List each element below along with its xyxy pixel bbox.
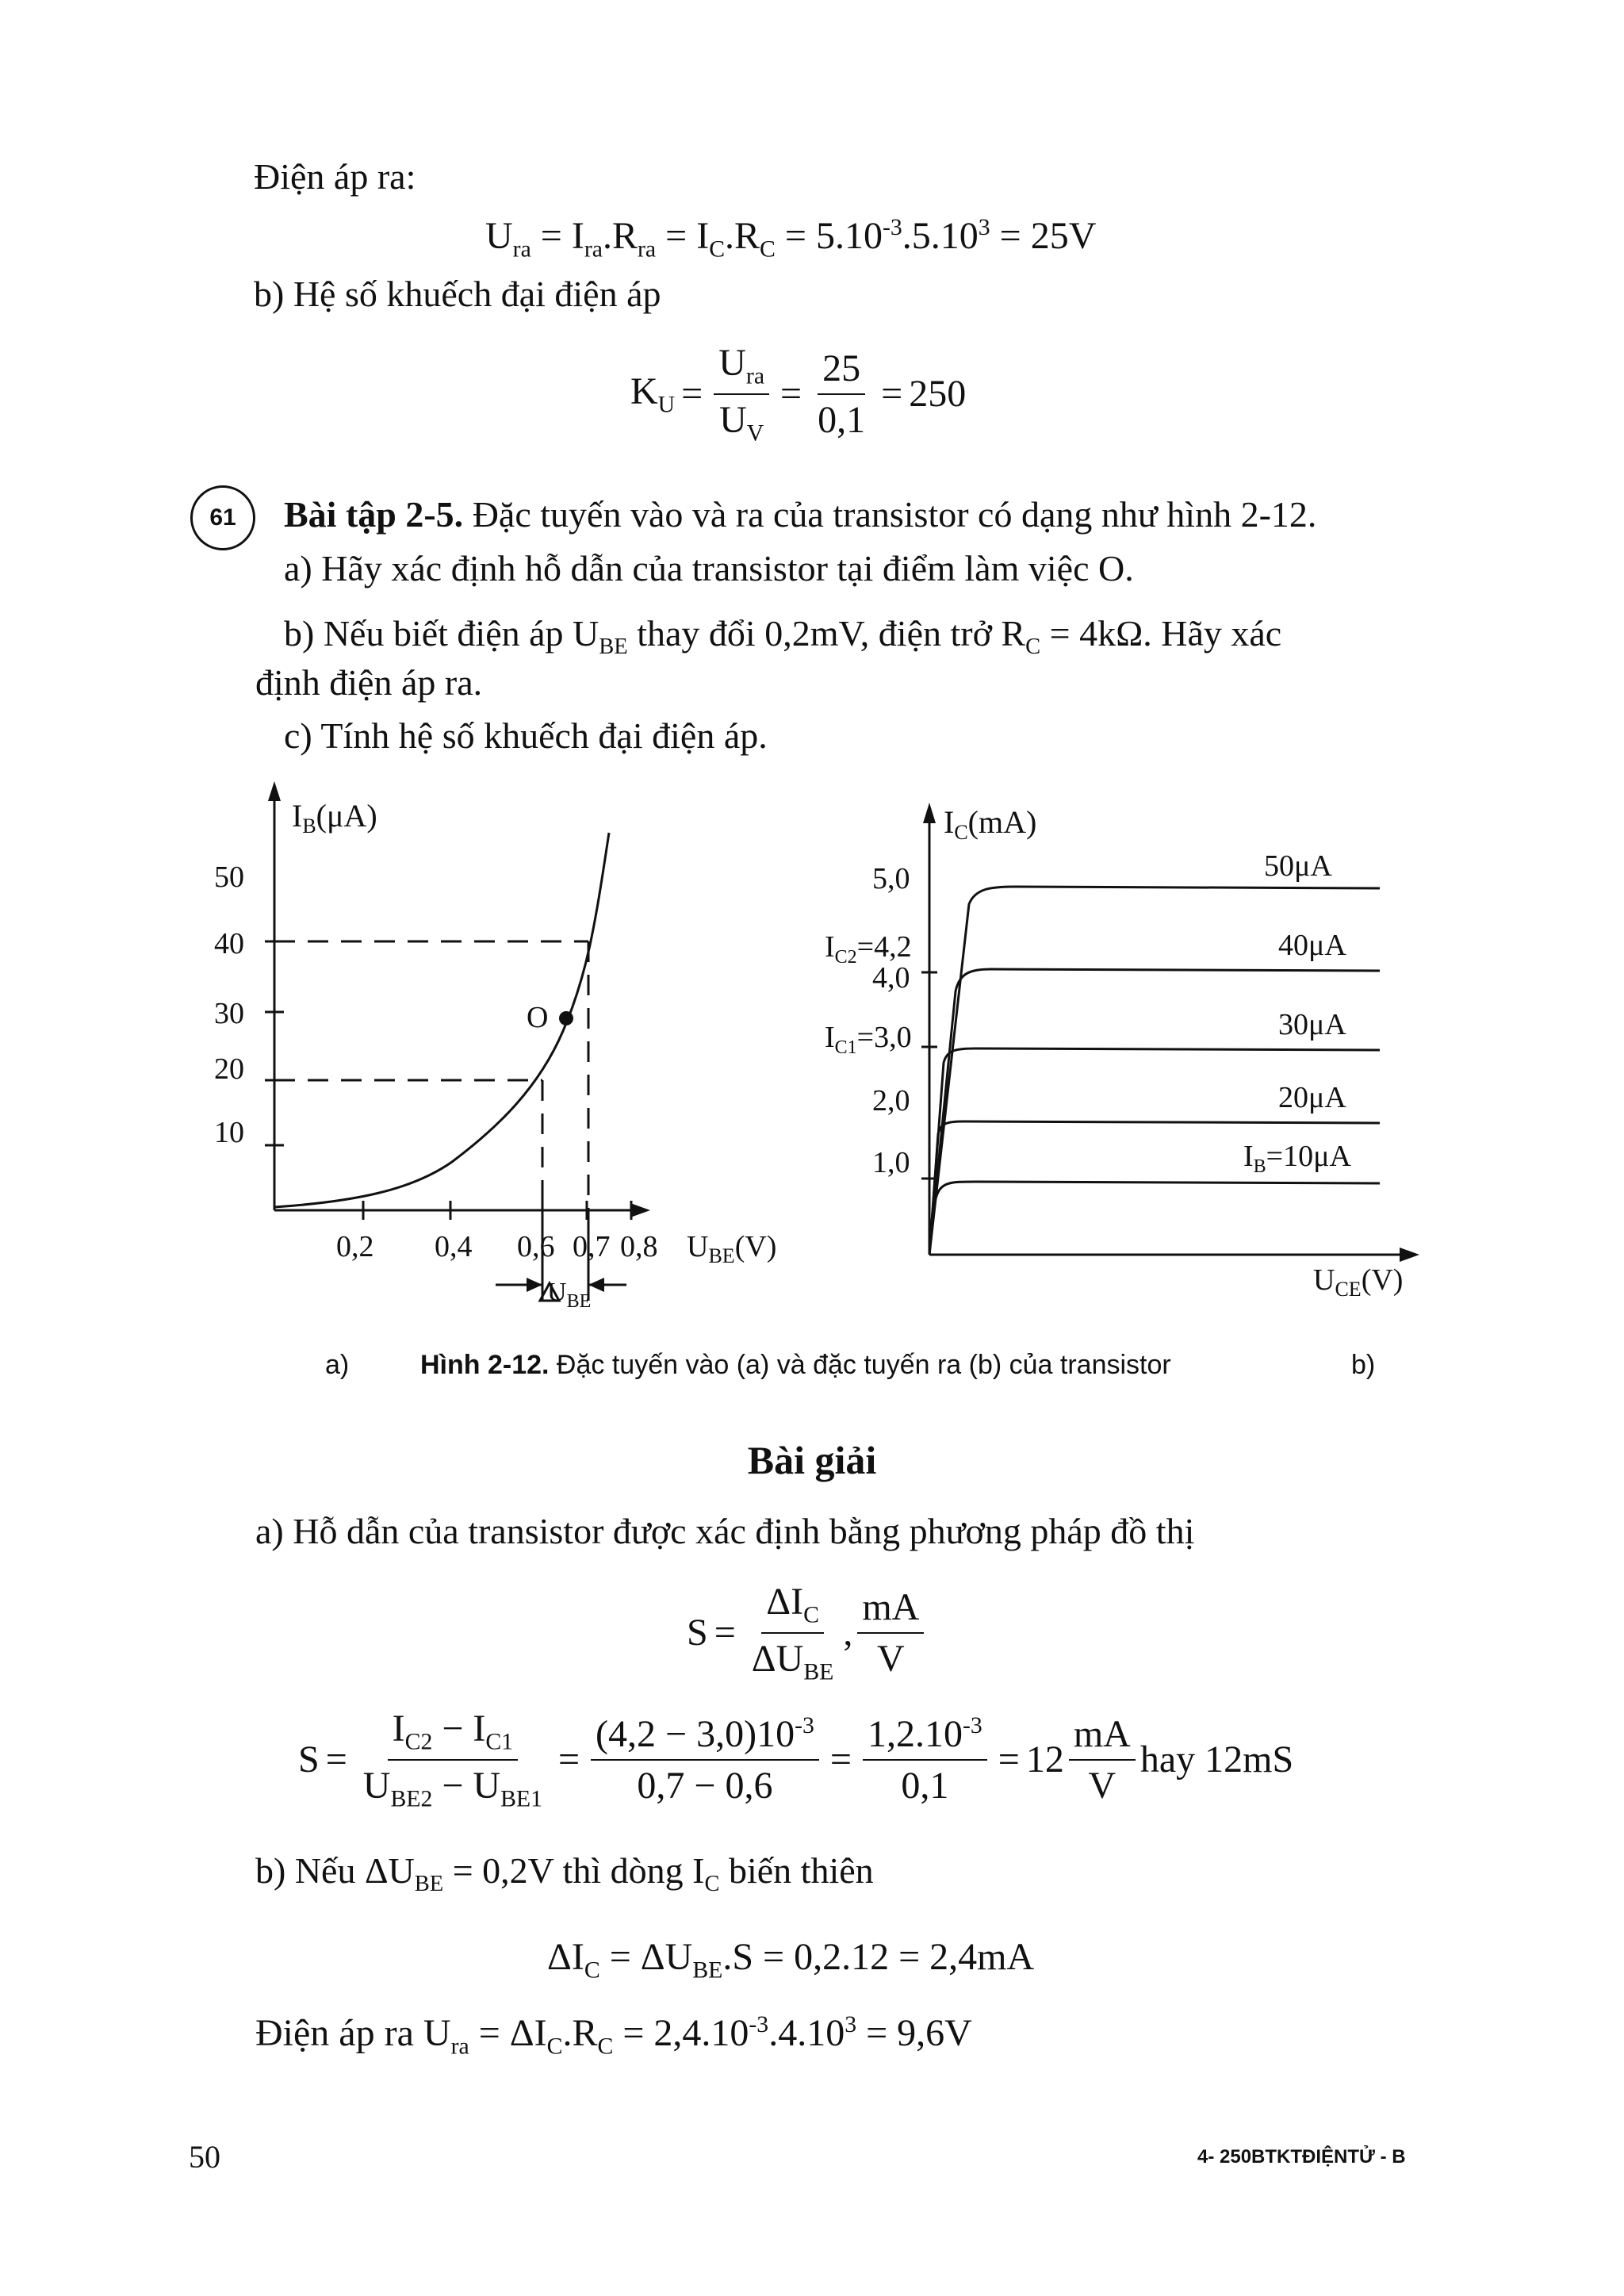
figure-caption-b-marker: b) — [1351, 1350, 1376, 1380]
left-xtick-0.6: 0,6 — [517, 1230, 555, 1263]
exercise-part-c: c) Tính hệ số khuếch đại điện áp. — [284, 715, 768, 756]
exercise-title: Bài tập 2-5. Đặc tuyến vào và ra của transistor có dạng như hình 2-12. — [284, 494, 1317, 535]
left-xtick-0.7: 0,7 — [573, 1230, 611, 1263]
curve-label-50: 50μA — [1264, 849, 1332, 883]
right-y-axis-label: $I_C(mA)$ — [944, 804, 1037, 844]
point-o-label: O — [527, 1001, 549, 1034]
equation-ku: $K_U$ = $\frac{U_{ra}}{U_V}$ = $\frac{25}{0,1}$ = 250 — [630, 342, 967, 447]
gain-heading: b) Hệ số khuếch đại điện áp — [254, 274, 661, 314]
right-ytick-2.0: 2,0 — [872, 1084, 910, 1117]
left-ytick-30: 30 — [214, 997, 244, 1030]
section-heading-output-voltage: Điện áp ra: — [254, 156, 416, 197]
right-x-axis-label: $U_{CE}(V)$ — [1313, 1263, 1404, 1301]
right-ytick-5.0: 5,0 — [872, 862, 910, 895]
left-y-axis-label: $I_B(\mu A)$ — [292, 798, 377, 838]
exercise-part-b-line2: định điện áp ra. — [255, 662, 483, 703]
exercise-part-b-line1: b) Nếu biết điện áp $U_{BE}$ thay đổi 0,2mV, điện trở $R_C = 4k\Omega$. Hãy xác — [284, 613, 1282, 660]
solution-part-b-text: b) Nếu $\Delta U_{BE} = 0,2V$ thì dòng $I_C$ biến thiên — [255, 1850, 874, 1897]
left-xtick-0.8: 0,8 — [620, 1230, 658, 1263]
equation-ura: $U_{ra} = I_{ra}.R_{ra} = I_C.R_C = 5.10^{-3}.5.10^3 = 25V$ — [485, 214, 1097, 263]
exercise-part-a: a) Hãy xác định hỗ dẫn của transistor tại điểm làm việc O. — [284, 548, 1134, 588]
right-ytick-ic2: $I_{C2}=4,2$ — [825, 930, 912, 968]
left-xtick-0.2: 0,2 — [336, 1230, 374, 1263]
left-xtick-0.4: 0,4 — [435, 1230, 473, 1263]
left-x-axis-label: $U_{BE}(V)$ — [687, 1230, 777, 1267]
right-ytick-4.0: 4,0 — [872, 961, 910, 995]
left-ytick-50: 50 — [214, 861, 244, 894]
output-voltage-result: Điện áp ra $U_{ra} = \Delta I_C.R_C = 2,4.10^{-3}.4.10^3 = 9,6V$ — [255, 2011, 972, 2060]
footer-code: 4- 250BTKTĐIỆNTỬ - B — [1197, 2146, 1406, 2168]
figure-caption: Hình 2-12. Đặc tuyến vào (a) và đặc tuyến ra (b) của transistor — [420, 1350, 1171, 1380]
solution-heading: Bài giải — [747, 1438, 877, 1482]
curve-label-10: $I_B=10\mu A$ — [1243, 1140, 1351, 1177]
left-ytick-10: 10 — [214, 1116, 244, 1149]
delta-ube-label: $U_{BE}$ — [547, 1278, 592, 1312]
equation-s-definition: S = $\frac{\Delta I_C}{\Delta U_{BE}}$ , $\frac{mA}{V}$ — [687, 1580, 929, 1685]
right-ytick-1.0: 1,0 — [872, 1146, 910, 1179]
equation-s-calculation: S = $\frac{I_{C2} - I_{C1}}{U_{BE2} - U_{BE1}}$ = $\frac{(4,2 - 3,0)10^{-3}}{0,7 - 0,6}$ = $\frac{1,2.10^{-3}}{0,1}$ = 12 $\frac{mA}{V}$ hay 12mS — [298, 1708, 1294, 1812]
left-ytick-20: 20 — [214, 1052, 244, 1086]
curve-label-40: 40μA — [1278, 929, 1346, 962]
figure-caption-a-marker: a) — [325, 1350, 350, 1380]
right-ytick-ic1: $I_{C1}=3,0$ — [825, 1021, 912, 1058]
curve-ib-10 — [929, 1182, 1380, 1255]
equation-delta-ic: $\Delta I_C = \Delta U_{BE}.S = 0,2.12 = 2,4mA$ — [547, 1936, 1035, 1984]
curve-label-30: 30μA — [1278, 1008, 1346, 1041]
page-number: 50 — [189, 2139, 220, 2175]
solution-part-a-text: a) Hỗ dẫn của transistor được xác định bằng phương pháp đồ thị — [255, 1511, 1195, 1551]
left-ytick-40: 40 — [214, 927, 244, 960]
exercise-number-badge: 61 — [190, 485, 255, 550]
curve-label-20: 20μA — [1278, 1081, 1346, 1114]
